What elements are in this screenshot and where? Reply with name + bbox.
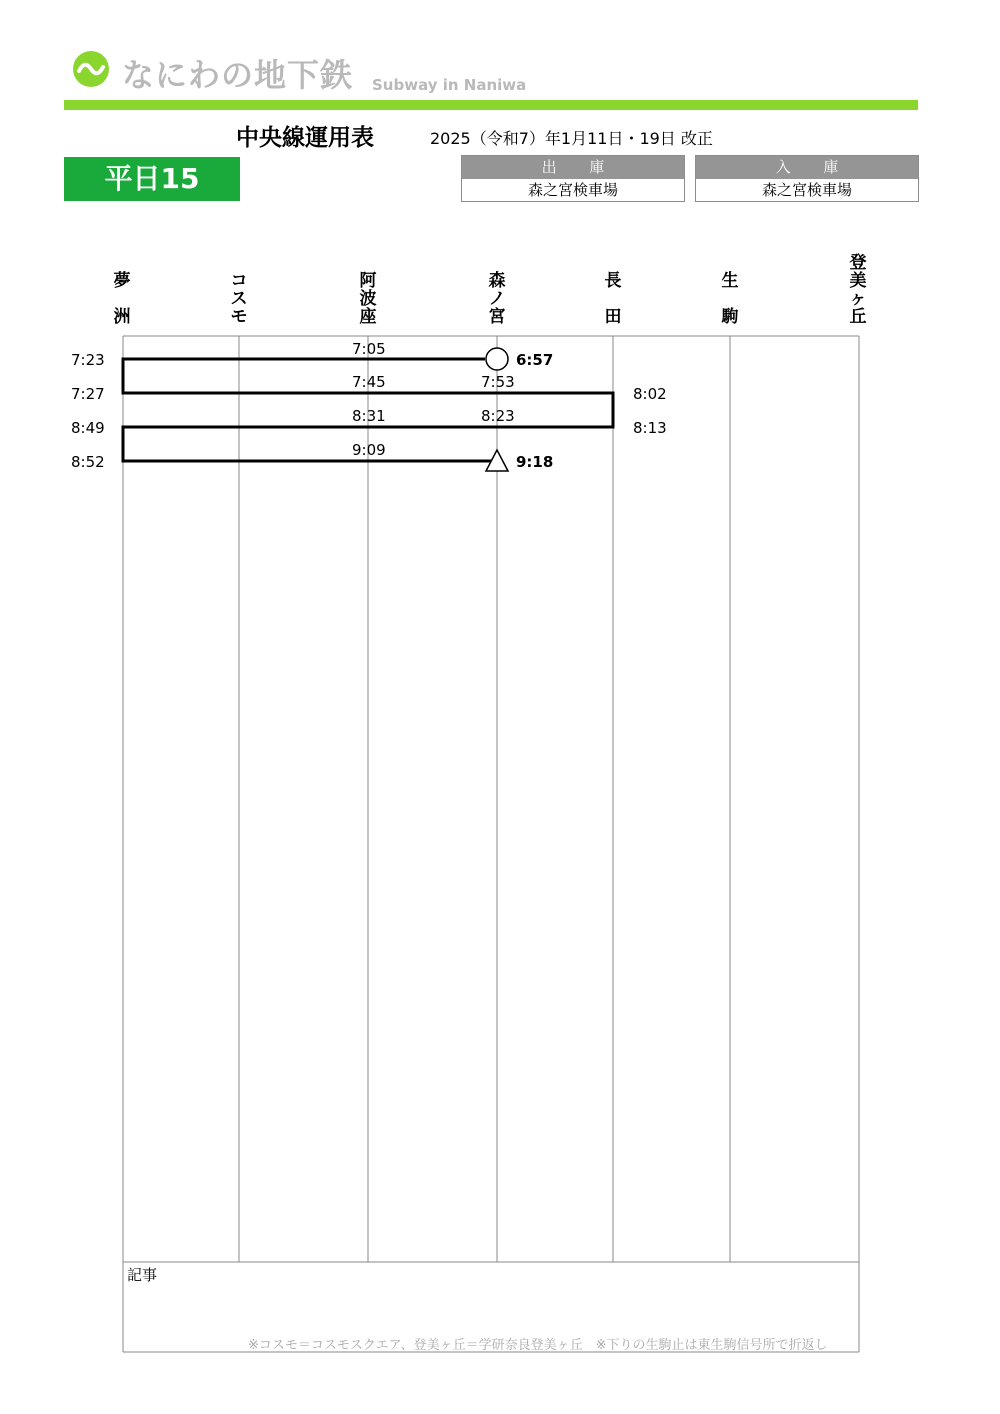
depot-out-label: 出 庫: [462, 156, 684, 179]
station-char: 美: [849, 271, 867, 291]
brand-name: なにわの地下鉄: [122, 56, 354, 94]
time-morinomiya-1: 7:53: [481, 373, 515, 391]
time-awaza-3: 8:31: [352, 407, 386, 425]
revision-date: 2025（令和7）年1月11日・19日 改正: [430, 129, 713, 148]
arrive-time: 9:18: [516, 453, 554, 471]
day-badge: 平日15: [64, 157, 240, 201]
time-yumeshima-4: 8:52: [71, 453, 105, 471]
depart-circle-icon: [486, 348, 508, 370]
page-title: 中央線運用表: [236, 125, 374, 151]
station-char: コ: [230, 271, 248, 291]
time-morinomiya-2: 8:23: [481, 407, 515, 425]
station-char: 夢: [113, 271, 131, 291]
station-char: ス: [230, 289, 248, 309]
notes-label: 記事: [127, 1266, 158, 1284]
footnote: ※コスモ＝コスモスクエア、登美ヶ丘＝学研奈良登美ヶ丘 ※下りの生駒止は東生駒信号所で折返し: [248, 1338, 828, 1353]
time-yumeshima-2: 7:27: [71, 385, 105, 403]
station-char: ヶ: [849, 289, 867, 309]
depot-out-value: 森之宮検車場: [527, 181, 618, 199]
station-char: ノ: [488, 289, 506, 309]
station-char: 洲: [113, 307, 131, 327]
station-char: 丘: [849, 307, 867, 327]
station-char: 森: [488, 271, 506, 291]
time-awaza-1: 7:05: [352, 340, 386, 358]
time-yumeshima-1: 7:23: [71, 351, 105, 369]
depart-time: 6:57: [516, 351, 554, 369]
depot-in-value: 森之宮検車場: [761, 181, 852, 199]
time-nagata-1: 8:02: [633, 385, 667, 403]
station-char: 長: [604, 271, 622, 291]
time-yumeshima-3: 8:49: [71, 419, 105, 437]
station-char: モ: [230, 307, 248, 327]
station-char: 生: [721, 271, 739, 291]
station-char: 駒: [721, 307, 739, 327]
station-char: 宮: [488, 307, 506, 327]
brand-subtitle: Subway in Naniwa: [372, 76, 527, 94]
time-awaza-4: 9:09: [352, 441, 386, 459]
depot-in-label: 入 庫: [696, 156, 918, 179]
time-nagata-2: 8:13: [633, 419, 667, 437]
station-char: 田: [604, 307, 622, 327]
station-char: 座: [359, 307, 377, 327]
station-char: 阿: [359, 271, 377, 291]
station-char: 波: [359, 289, 377, 309]
time-awaza-2: 7:45: [352, 373, 386, 391]
grid-lines: [123, 336, 859, 1352]
station-char: 登: [849, 253, 867, 273]
